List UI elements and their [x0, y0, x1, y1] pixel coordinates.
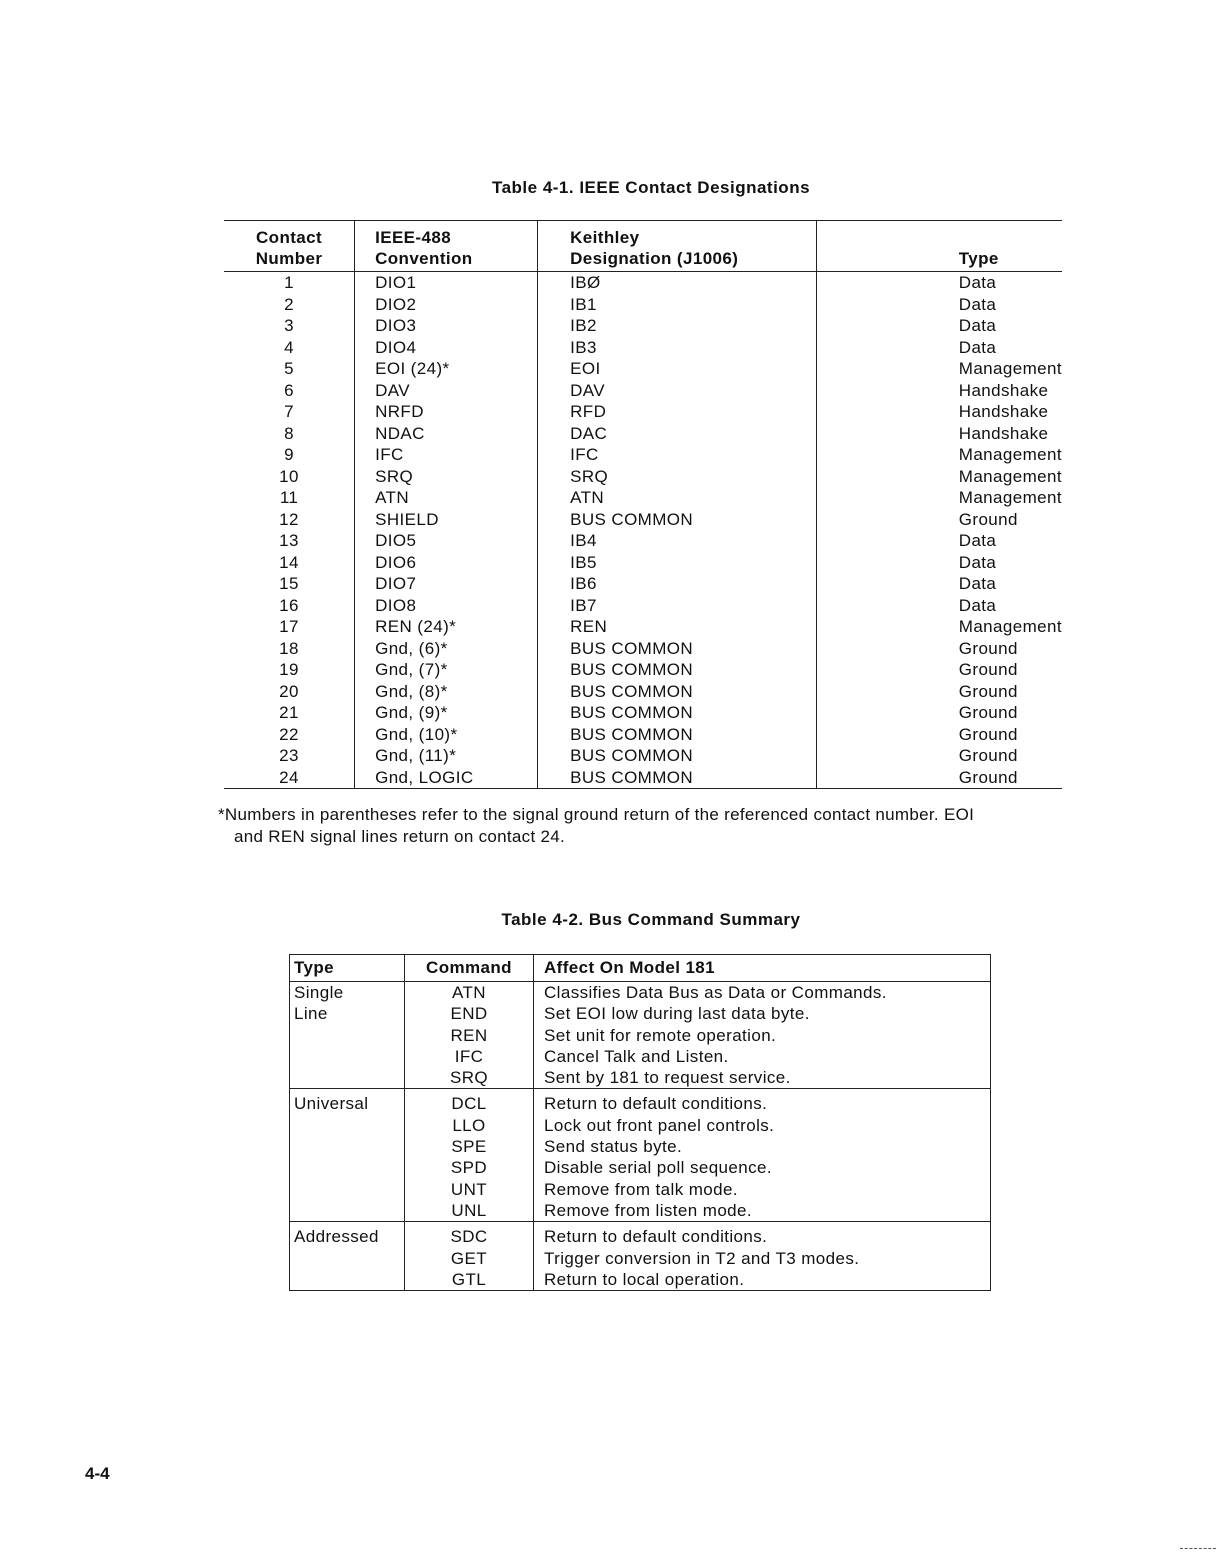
- table-row: [224, 444, 1062, 466]
- command-cell: SDC: [405, 1222, 534, 1248]
- table-row: [224, 423, 1062, 445]
- ieee-convention-cell: IFC: [355, 444, 538, 466]
- affect-cell: Send status byte.: [534, 1136, 991, 1157]
- table-row: [290, 1025, 991, 1046]
- type-cell: [290, 1115, 405, 1136]
- keithley-designation-cell: IB7: [538, 595, 817, 617]
- contact-number-cell: 2: [224, 294, 355, 316]
- table-row: [224, 659, 1062, 681]
- table-row: [224, 466, 1062, 488]
- type-cell: Single: [290, 982, 405, 1004]
- keithley-designation-cell: IB1: [538, 294, 817, 316]
- affect-cell: Return to local operation.: [534, 1269, 991, 1291]
- affect-cell: Trigger conversion in T2 and T3 modes.: [534, 1248, 991, 1269]
- affect-cell: Return to default conditions.: [534, 1089, 991, 1115]
- ieee-convention-cell: Gnd, (10)*: [355, 724, 538, 746]
- header-type: Type: [290, 955, 405, 982]
- type-cell: Addressed: [290, 1222, 405, 1248]
- contact-number-cell: 5: [224, 358, 355, 380]
- keithley-designation-cell: BUS COMMON: [538, 681, 817, 703]
- keithley-designation-cell: BUS COMMON: [538, 702, 817, 724]
- keithley-designation-cell: BUS COMMON: [538, 509, 817, 531]
- keithley-designation-cell: REN: [538, 616, 817, 638]
- contact-number-cell: 19: [224, 659, 355, 681]
- table-row: [224, 616, 1062, 638]
- page-number: 4-4: [85, 1464, 110, 1483]
- affect-cell: Remove from listen mode.: [534, 1200, 991, 1222]
- contact-number-cell: 12: [224, 509, 355, 531]
- table-row: [224, 380, 1062, 402]
- table-row: [290, 1067, 991, 1089]
- contact-number-cell: 6: [224, 380, 355, 402]
- keithley-designation-cell: IFC: [538, 444, 817, 466]
- table-row: [224, 509, 1062, 531]
- header-affect: Affect On Model 181: [534, 955, 991, 982]
- type-cell: Management: [958, 617, 1062, 636]
- command-cell: UNL: [405, 1200, 534, 1222]
- keithley-designation-cell: SRQ: [538, 466, 817, 488]
- affect-cell: Remove from talk mode.: [534, 1179, 991, 1200]
- type-cell: Data: [958, 294, 997, 314]
- table-row: [224, 337, 1062, 359]
- ieee-convention-cell: DIO6: [355, 552, 538, 574]
- ieee-convention-cell: ATN: [355, 487, 538, 509]
- keithley-designation-cell: BUS COMMON: [538, 724, 817, 746]
- contact-number-cell: 20: [224, 681, 355, 703]
- keithley-designation-cell: BUS COMMON: [538, 745, 817, 767]
- type-cell: [290, 1200, 405, 1222]
- affect-cell: Set unit for remote operation.: [534, 1025, 991, 1046]
- table-row: [290, 1200, 991, 1222]
- command-cell: GET: [405, 1248, 534, 1269]
- type-cell: Data: [958, 273, 997, 292]
- keithley-designation-cell: IB4: [538, 530, 817, 552]
- ieee-contact-designations-table: [224, 220, 1062, 789]
- table-row: [290, 982, 991, 1004]
- command-cell: DCL: [405, 1089, 534, 1115]
- table-row: [290, 1179, 991, 1200]
- command-cell: GTL: [405, 1269, 534, 1291]
- table-row: [224, 552, 1062, 574]
- type-cell: Line: [290, 1003, 405, 1024]
- ieee-convention-cell: Gnd, (9)*: [355, 702, 538, 724]
- type-cell: Management: [958, 488, 1062, 507]
- type-cell: Ground: [816, 767, 1062, 789]
- header-ieee-convention: IEEE-488 Convention: [355, 221, 538, 272]
- table-row: [290, 1089, 991, 1115]
- table-row: [224, 294, 1062, 316]
- ieee-convention-cell: DIO5: [355, 530, 538, 552]
- contact-number-cell: 16: [224, 595, 355, 617]
- ieee-convention-cell: DIO2: [355, 294, 538, 316]
- table-4-1-footnote: *Numbers in parentheses refer to the signal ground return of the referenced contact number. EOI and REN signal lines return on contact 24.: [218, 805, 975, 846]
- table-4-2-caption: Table 4-2. Bus Command Summary: [501, 910, 801, 929]
- command-cell: REN: [405, 1025, 534, 1046]
- affect-cell: Set EOI low during last data byte.: [534, 1003, 991, 1024]
- table-row: [224, 681, 1062, 703]
- type-cell: Data: [958, 552, 997, 572]
- type-cell: [290, 1136, 405, 1157]
- contact-number-cell: 22: [224, 724, 355, 746]
- ieee-convention-cell: REN (24)*: [355, 616, 538, 638]
- contact-number-cell: 10: [224, 466, 355, 488]
- ieee-convention-cell: Gnd, LOGIC: [355, 767, 538, 789]
- table-row: [290, 1269, 991, 1291]
- type-cell: Ground: [958, 681, 1018, 701]
- keithley-designation-cell: EOI: [538, 358, 817, 380]
- ieee-convention-cell: Gnd, (11)*: [355, 745, 538, 767]
- contact-number-cell: 24: [224, 767, 355, 789]
- type-cell: Management: [958, 359, 1062, 378]
- affect-cell: Classifies Data Bus as Data or Commands.: [534, 982, 991, 1004]
- table-row: [224, 487, 1062, 509]
- type-cell: Handshake: [958, 380, 1049, 400]
- keithley-designation-cell: IB5: [538, 552, 817, 574]
- type-cell: [290, 1179, 405, 1200]
- keithley-designation-cell: DAC: [538, 423, 817, 445]
- ieee-convention-cell: EOI (24)*: [355, 358, 538, 380]
- type-cell: Handshake: [958, 423, 1049, 443]
- table-row: [224, 767, 1062, 789]
- affect-cell: Return to default conditions.: [534, 1222, 991, 1248]
- ieee-convention-cell: Gnd, (7)*: [355, 659, 538, 681]
- ieee-convention-cell: SHIELD: [355, 509, 538, 531]
- type-cell: [290, 1025, 405, 1046]
- keithley-designation-cell: RFD: [538, 401, 817, 423]
- table-row: [224, 272, 1062, 294]
- contact-number-cell: 13: [224, 530, 355, 552]
- bus-command-summary-table: [289, 954, 991, 1291]
- type-cell: Data: [958, 337, 997, 357]
- contact-number-cell: 14: [224, 552, 355, 574]
- table-row: [290, 1157, 991, 1178]
- table-row: [224, 573, 1062, 595]
- keithley-designation-cell: BUS COMMON: [538, 659, 817, 681]
- type-cell: Management: [958, 445, 1062, 464]
- type-cell: Data: [958, 595, 997, 615]
- table-row: [224, 401, 1062, 423]
- contact-number-cell: 18: [224, 638, 355, 660]
- type-cell: Handshake: [958, 402, 1049, 421]
- contact-number-cell: 1: [224, 272, 355, 294]
- contact-number-cell: 9: [224, 444, 355, 466]
- command-cell: UNT: [405, 1179, 534, 1200]
- contact-number-cell: 8: [224, 423, 355, 445]
- command-cell: IFC: [405, 1046, 534, 1067]
- contact-number-cell: 11: [224, 487, 355, 509]
- keithley-designation-cell: ATN: [538, 487, 817, 509]
- keithley-designation-cell: DAV: [538, 380, 817, 402]
- table-row: [224, 530, 1062, 552]
- type-cell: [290, 1046, 405, 1067]
- ieee-convention-cell: DIO3: [355, 315, 538, 337]
- table-row: [224, 745, 1062, 767]
- table-row: [290, 1136, 991, 1157]
- table-row: [290, 1115, 991, 1136]
- keithley-designation-cell: BUS COMMON: [538, 767, 817, 789]
- command-cell: SRQ: [405, 1067, 534, 1089]
- type-cell: Data: [958, 316, 997, 335]
- affect-cell: Lock out front panel controls.: [534, 1115, 991, 1136]
- table-row: [224, 702, 1062, 724]
- keithley-designation-cell: BUS COMMON: [538, 638, 817, 660]
- command-cell: LLO: [405, 1115, 534, 1136]
- contact-number-cell: 23: [224, 745, 355, 767]
- contact-number-cell: 21: [224, 702, 355, 724]
- table-row: [224, 638, 1062, 660]
- table-row: [224, 358, 1062, 380]
- contact-number-cell: 4: [224, 337, 355, 359]
- type-cell: Ground: [958, 509, 1018, 529]
- header-command: Command: [405, 955, 534, 982]
- ieee-convention-cell: DAV: [355, 380, 538, 402]
- keithley-designation-cell: IB2: [538, 315, 817, 337]
- header-type: Type: [816, 221, 1062, 272]
- ieee-convention-cell: SRQ: [355, 466, 538, 488]
- table-row: [224, 595, 1062, 617]
- ieee-convention-cell: NDAC: [355, 423, 538, 445]
- keithley-designation-cell: IB3: [538, 337, 817, 359]
- type-cell: [290, 1157, 405, 1178]
- type-cell: Data: [958, 574, 997, 593]
- type-cell: Data: [958, 531, 997, 550]
- contact-number-cell: 17: [224, 616, 355, 638]
- table-row: [290, 1222, 991, 1248]
- command-cell: ATN: [405, 982, 534, 1004]
- affect-cell: Cancel Talk and Listen.: [534, 1046, 991, 1067]
- header-contact-number: Contact Number: [224, 221, 355, 272]
- command-cell: SPD: [405, 1157, 534, 1178]
- type-cell: Ground: [958, 746, 1018, 765]
- type-cell: Ground: [958, 724, 1018, 744]
- type-cell: [290, 1067, 405, 1089]
- ieee-convention-cell: DIO7: [355, 573, 538, 595]
- ieee-convention-cell: Gnd, (8)*: [355, 681, 538, 703]
- type-cell: Ground: [958, 660, 1018, 679]
- keithley-designation-cell: IBØ: [538, 272, 817, 294]
- type-cell: Universal: [290, 1089, 405, 1115]
- contact-number-cell: 7: [224, 401, 355, 423]
- table-row: [290, 1003, 991, 1024]
- type-cell: Ground: [958, 703, 1018, 722]
- table-row: [290, 1046, 991, 1067]
- table-4-1-caption: Table 4-1. IEEE Contact Designations: [491, 178, 811, 197]
- type-cell: [290, 1248, 405, 1269]
- ieee-convention-cell: NRFD: [355, 401, 538, 423]
- table-row: [224, 315, 1062, 337]
- type-cell: [290, 1269, 405, 1291]
- keithley-designation-cell: IB6: [538, 573, 817, 595]
- ieee-convention-cell: DIO4: [355, 337, 538, 359]
- ieee-convention-cell: Gnd, (6)*: [355, 638, 538, 660]
- affect-cell: Sent by 181 to request service.: [534, 1067, 991, 1089]
- table-row: [290, 1248, 991, 1269]
- corner-mark: [1180, 1548, 1216, 1549]
- contact-number-cell: 15: [224, 573, 355, 595]
- type-cell: Ground: [958, 638, 1018, 658]
- affect-cell: Disable serial poll sequence.: [534, 1157, 991, 1178]
- command-cell: SPE: [405, 1136, 534, 1157]
- table-row: [224, 724, 1062, 746]
- header-keithley-designation: Keithley Designation (J1006): [538, 221, 817, 272]
- command-cell: END: [405, 1003, 534, 1024]
- type-cell: Management: [958, 466, 1062, 486]
- ieee-convention-cell: DIO1: [355, 272, 538, 294]
- ieee-convention-cell: DIO8: [355, 595, 538, 617]
- contact-number-cell: 3: [224, 315, 355, 337]
